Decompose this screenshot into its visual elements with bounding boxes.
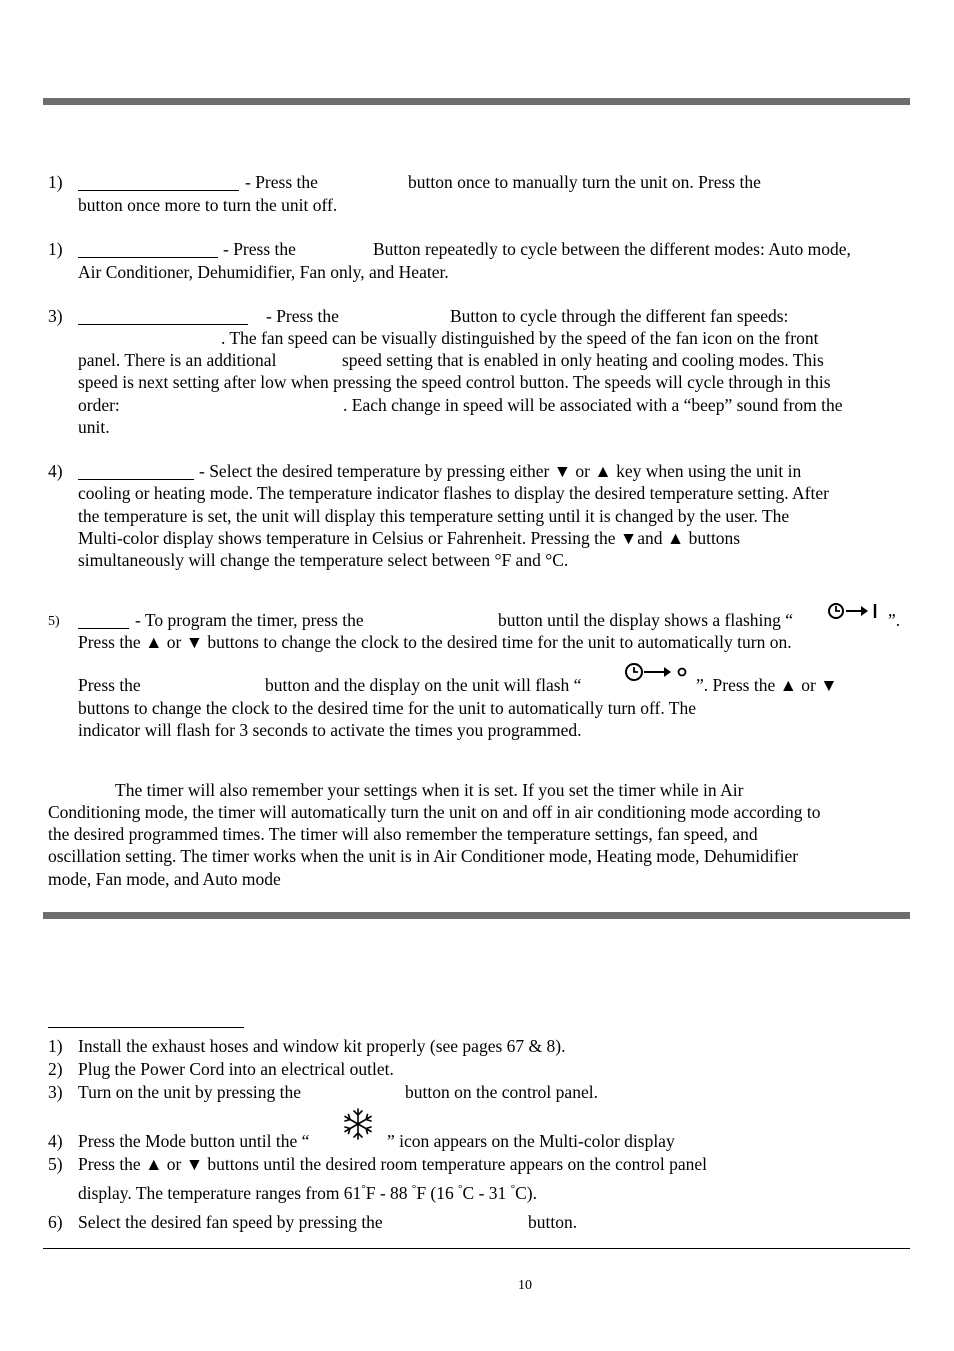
item5-text-line1a: - To program the timer, press the	[135, 610, 364, 630]
s2-item5-number: 5)	[48, 1154, 63, 1174]
item2-number: 1)	[48, 239, 63, 259]
item3-text-line6: unit.	[78, 417, 110, 437]
page-number: 10	[518, 1278, 532, 1293]
footer-rule	[43, 1248, 910, 1249]
item5-heading-blank	[78, 628, 129, 629]
s2-item5-text-line1: Press the ▲ or ▼ buttons until the desired room temperature appears on the control panel	[78, 1154, 707, 1174]
item4-number: 4)	[48, 461, 63, 481]
s2-item2-number: 2)	[48, 1059, 63, 1079]
item5-text-line4: buttons to change the clock to the desired time for the unit to automatically turn off. The	[78, 698, 697, 718]
item1-text-line2: button once more to turn the unit off.	[78, 195, 338, 215]
item1-heading-blank	[78, 190, 239, 191]
item3-text-b: Button to cycle through the different fan speeds:	[450, 306, 789, 326]
item3-heading-blank	[78, 324, 248, 325]
item3-text-line5a: order:	[78, 395, 120, 415]
item5-text-line3b: button and the display on the unit will flash “	[265, 675, 582, 695]
header-rule	[43, 98, 910, 105]
timer-paragraph-line2: Conditioning mode, the timer will automatically turn the unit on and off in air conditioning mode according to	[48, 802, 821, 822]
s2-item1-text: Install the exhaust hoses and window kit properly (see pages 67 & 8).	[78, 1036, 566, 1056]
section-rule	[43, 912, 910, 919]
s2-item6-number: 6)	[48, 1212, 63, 1232]
item3-text-line4: speed is next setting after low when pressing the speed control button. The speeds will cycle through in this	[78, 372, 831, 392]
item5-text-line1c: ”.	[888, 610, 901, 630]
item3-text-line2: . The fan speed can be visually distinguished by the speed of the fan icon on the front	[221, 328, 819, 348]
timer-paragraph-line1: The timer will also remember your settings when it is set. If you set the timer while in Air	[115, 780, 744, 800]
snowflake-icon	[340, 1106, 376, 1147]
item5-text-line3a: Press the	[78, 675, 141, 695]
s2-item2-text: Plug the Power Cord into an electrical outlet.	[78, 1059, 394, 1079]
item5-number: 5)	[48, 614, 60, 629]
item4-text-line3: the temperature is set, the unit will display this temperature setting until it is changed by the user. The	[78, 506, 790, 526]
item4-text-line4: Multi-color display shows temperature in Celsius or Fahrenheit. Pressing the ▼and ▲ buttons	[78, 528, 741, 548]
s2-item4-number: 4)	[48, 1131, 63, 1151]
item5-text-line2: Press the ▲ or ▼ buttons to change the clock to the desired time for the unit to automatically turn on.	[78, 632, 792, 652]
item2-text-b: Button repeatedly to cycle between the different modes: Auto mode,	[373, 239, 851, 259]
item4-text-line1: - Select the desired temperature by pressing either ▼ or ▲ key when using the unit in	[199, 461, 802, 481]
timer-paragraph-line5: mode, Fan mode, and Auto mode	[48, 869, 281, 889]
item3-text-line3b: speed setting that is enabled in only heating and cooling modes. This	[342, 350, 824, 370]
item4-heading-blank	[78, 479, 194, 480]
item4-text-line5: simultaneously will change the temperature select between °F and °C.	[78, 550, 569, 570]
s2-item6-text-a: Select the desired fan speed by pressing the	[78, 1212, 383, 1232]
timer-off-icon	[624, 661, 690, 688]
item5-text-line5: indicator will flash for 3 seconds to activate the times you programmed.	[78, 720, 582, 740]
s2-item3-text-b: button on the control panel.	[405, 1082, 598, 1102]
item5-text-line1b: button until the display shows a flashing “	[498, 610, 794, 630]
section2-heading-blank	[48, 1027, 244, 1028]
item3-text-a: - Press the	[266, 306, 339, 326]
item1-number: 1)	[48, 172, 63, 192]
item1-text-a: - Press the	[245, 172, 318, 192]
item3-number: 3)	[48, 306, 63, 326]
item2-text-a: - Press the	[223, 239, 296, 259]
timer-on-icon	[827, 601, 881, 628]
item2-text-line2: Air Conditioner, Dehumidifier, Fan only, and Heater.	[78, 262, 449, 282]
s2-item4-text-b: ” icon appears on the Multi-color display	[387, 1131, 675, 1151]
s2-item6-text-b: button.	[528, 1212, 578, 1232]
s2-item4-text-a: Press the Mode button until the “	[78, 1131, 310, 1151]
item2-heading-blank	[78, 257, 218, 258]
timer-paragraph-line3: the desired programmed times. The timer will also remember the temperature settings, fan speed, and	[48, 824, 758, 844]
s2-item3-number: 3)	[48, 1082, 63, 1102]
s2-item5-text-line2: display. The temperature ranges from 61°F - 88 °F (16 °C - 31 °C).	[78, 1183, 537, 1203]
item3-text-line5b: . Each change in speed will be associated with a “beep” sound from the	[343, 395, 843, 415]
timer-paragraph-line4: oscillation setting. The timer works when the unit is in Air Conditioner mode, Heating mode, Dehumidifier	[48, 846, 799, 866]
item4-text-line2: cooling or heating mode. The temperature indicator flashes to display the desired temperature setting. After	[78, 483, 829, 503]
item3-text-line3a: panel. There is an additional	[78, 350, 277, 370]
item1-text-b: button once to manually turn the unit on. Press the	[408, 172, 761, 192]
item5-text-line3c: ”. Press the ▲ or ▼	[696, 675, 838, 695]
s2-item3-text-a: Turn on the unit by pressing the	[78, 1082, 301, 1102]
s2-item1-number: 1)	[48, 1036, 63, 1056]
